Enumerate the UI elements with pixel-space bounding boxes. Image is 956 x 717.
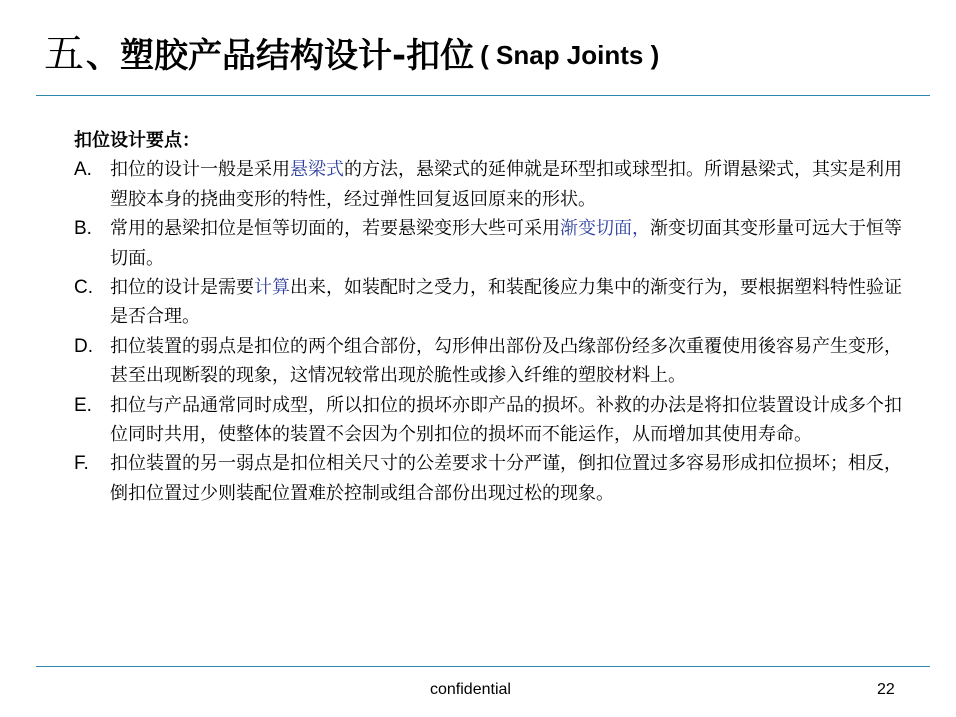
item-text: 扣位的设计一般是采用: [110, 159, 290, 181]
highlight-term: 悬梁式: [290, 159, 344, 181]
title-number: 五: [44, 31, 84, 77]
item-text: 常用的悬梁扣位是恒等切面的，若要悬梁变形大些可采用: [110, 218, 560, 240]
item-label: F.: [74, 453, 89, 475]
item-text: 出来，如装配时之受力，和装配後应力集中的渐变行为，要根据塑料特性验证是否合理。: [110, 277, 902, 328]
item-label: A.: [74, 159, 92, 181]
title-english: ( Snap Joints ): [480, 40, 660, 70]
list-item-a: [74, 155, 904, 214]
content-body: [74, 126, 904, 508]
item-text: 的方法，悬梁式的延伸就是环型扣或球型扣。所谓悬梁式，其实是利用塑胶本身的挠曲变形的特性，经过弹性回复返回原来的形状。: [110, 159, 902, 210]
list-item-e: [74, 391, 904, 450]
list-item-f: [74, 449, 904, 508]
section-heading: 扣位设计要点：: [74, 130, 200, 151]
footer-divider: [36, 666, 930, 667]
list-item-b: [74, 214, 904, 273]
item-label: B.: [74, 218, 92, 240]
title-chinese: 、塑胶产品结构设计-扣位: [86, 36, 475, 76]
item-text: 扣位的设计是需要: [110, 277, 254, 299]
slide-title: [44, 31, 660, 77]
item-text: 扣位与产品通常同时成型，所以扣位的损坏亦即产品的损坏。补救的办法是将扣位装置设计成多个扣位同时共用，使整体的装置不会因为个别扣位的损坏而不能运作，从而增加其使用寿命。: [110, 394, 902, 446]
list-item-c: [74, 273, 904, 332]
item-label: E.: [74, 394, 92, 416]
item-label: D.: [74, 335, 93, 357]
highlight-term: 渐变切面，: [560, 218, 650, 240]
item-text: 扣位装置的另一弱点是扣位相关尺寸的公差要求十分严谨，倒扣位置过多容易形成扣位损坏；相反，倒扣位置过少则装配位置难於控制或组合部份出现过松的现象。: [110, 453, 902, 504]
page-number: 22: [877, 681, 895, 698]
highlight-term: 计算: [254, 277, 290, 299]
list-item-d: [74, 332, 904, 391]
item-label: C.: [74, 277, 93, 299]
item-text: 渐变切面其变形量可远大于恒等切面。: [110, 218, 902, 269]
footer-confidential: confidential: [430, 681, 511, 698]
item-text: 扣位装置的弱点是扣位的两个组合部份，勾形伸出部份及凸缘部份经多次重覆使用後容易产生变形，甚至出现断裂的现象，这情况较常出现於脆性或掺入纤维的塑胶材料上。: [110, 335, 902, 387]
title-divider: [36, 95, 930, 96]
